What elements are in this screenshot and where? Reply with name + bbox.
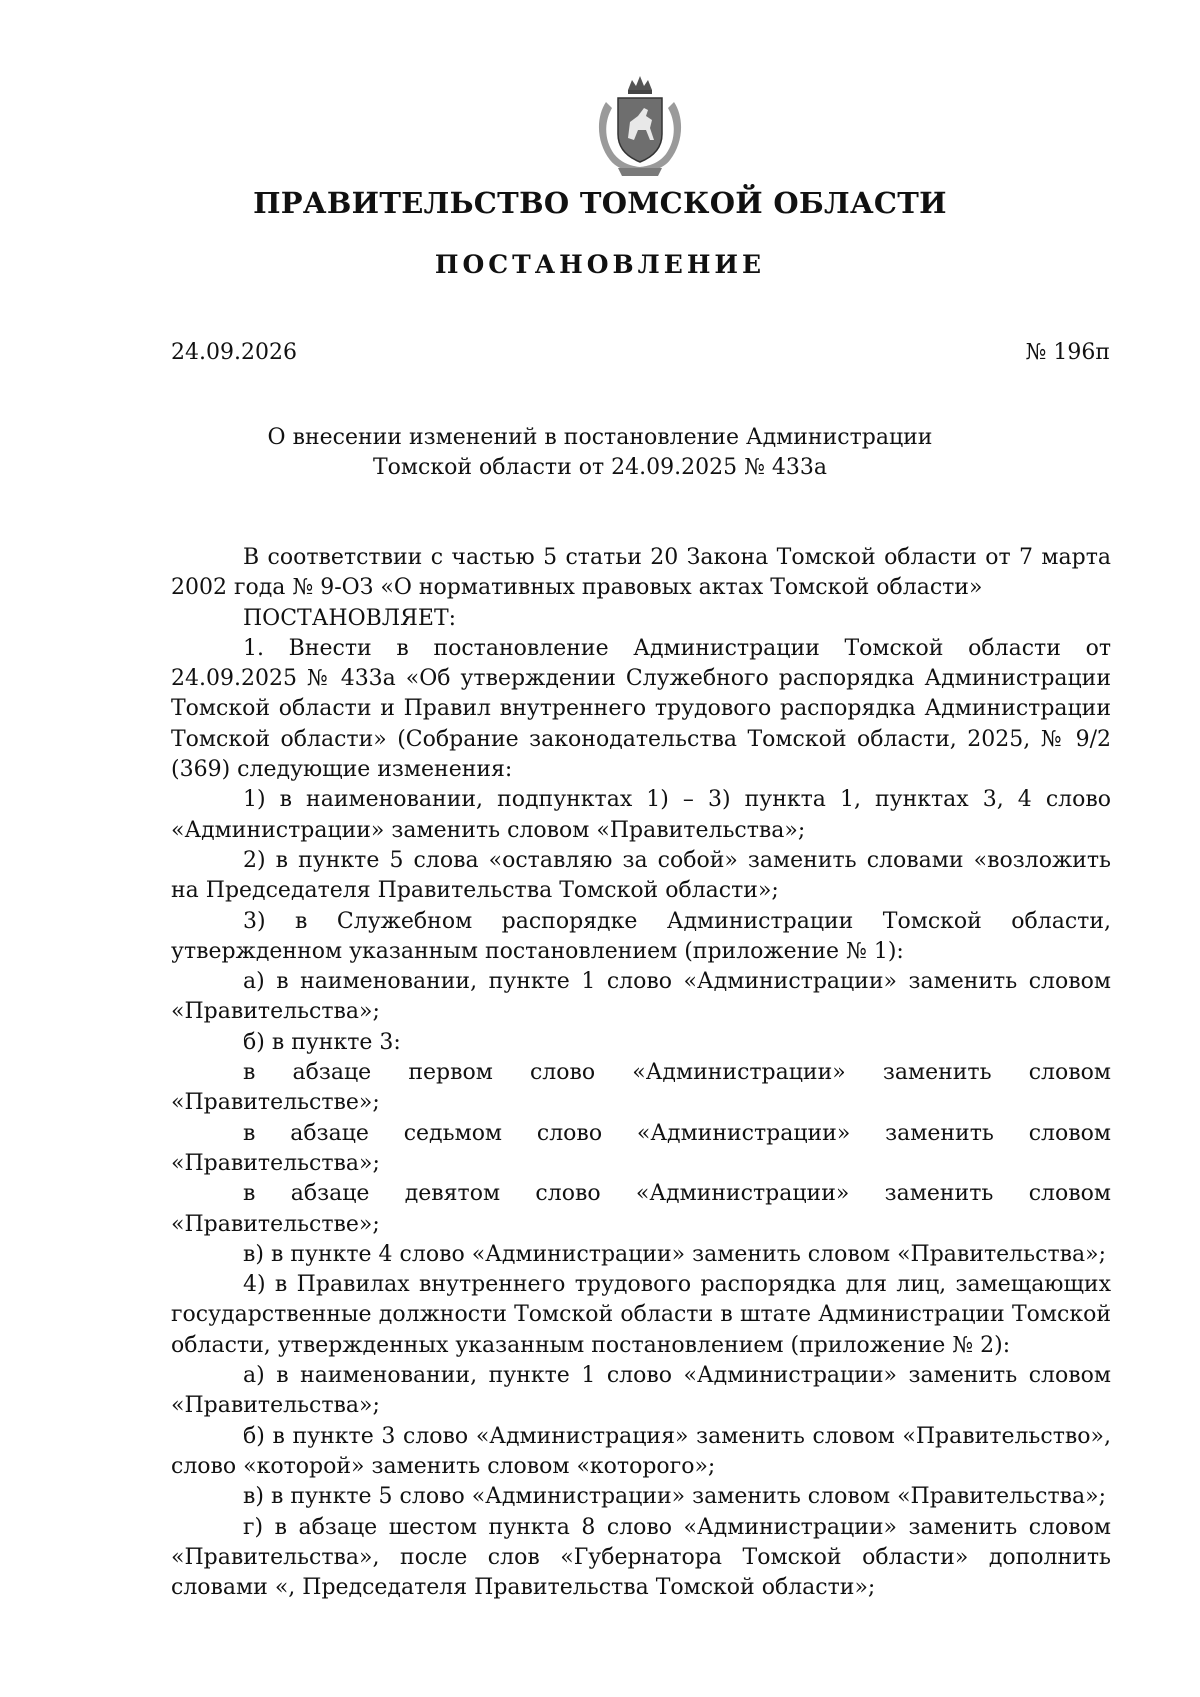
item-paragraph: а) в наименовании, пункте 1 слово «Администрации» заменить словом «Правительства»; (171, 1363, 1111, 1419)
document-type-title: ПОСТАНОВЛЕНИЕ (434, 250, 766, 279)
document-subject (0, 423, 1200, 483)
item-paragraph: б) в пункте 3 слово «Администрация» заменить словом «Правительство», слово «которой» заменить словом «которого»; (171, 1423, 1111, 1479)
item-paragraph: в абзаце девятом слово «Администрации» заменить словом «Правительстве»; (171, 1181, 1111, 1237)
document-date: 24.09.2026 (171, 340, 297, 365)
item-paragraph: а) в наименовании, пункте 1 слово «Администрации» заменить словом «Правительства»; (171, 969, 1111, 1025)
subject-line: О внесении изменений в постановление Администрации (267, 425, 933, 450)
preamble-paragraph: В соответствии с частью 5 статьи 20 Закона Томской области от 7 марта 2002 года № 9-ОЗ «О нормативных правовых актах Томской области» (171, 545, 1111, 601)
item-paragraph: в абзаце первом слово «Администрации» заменить словом «Правительстве»; (171, 1060, 1111, 1116)
item-paragraph: б) в пункте 3: (243, 1029, 401, 1055)
item-paragraph: 2) в пункте 5 слова «оставляю за собой» заменить словами «возложить на Председателя Правительства Томской области»; (171, 847, 1111, 904)
document-body (171, 543, 1111, 1603)
coat-of-arms-emblem (588, 72, 692, 182)
organization-title: ПРАВИТЕЛЬСТВО ТОМСКОЙ ОБЛАСТИ (253, 186, 947, 220)
item-paragraph: в) в пункте 5 слово «Администрации» заменить словом «Правительства»; (243, 1484, 1106, 1510)
item-paragraph: в) в пункте 4 слово «Администрации» заменить словом «Правительства»; (243, 1241, 1106, 1267)
item-paragraph: 3) в Служебном распорядке Администрации Томской области, утвержденном указанным постановлением (приложение № 1): (171, 908, 1111, 964)
document-number: № 196п (1025, 340, 1110, 365)
item-paragraph: 1. Внести в постановление Администрации Томской области от 24.09.2025 № 433а «Об утверждении Служебного распорядка Администрации Томской области и Правил внутреннего трудового распорядка Администрации Томской области» (Собрание законодательства Томской области, 2025, № 9/2 (369) следующие изменения: (171, 635, 1111, 783)
item-paragraph: 4) в Правилах внутреннего трудового распорядка для лиц, замещающих государственные должности Томской области в штате Администрации Томской области, утвержденных указанным постановлением (приложение № 2): (171, 1272, 1111, 1358)
item-paragraph: в абзаце седьмом слово «Администрации» заменить словом «Правительства»; (171, 1120, 1111, 1176)
item-paragraph: 1) в наименовании, подпунктах 1) – 3) пункта 1, пунктах 3, 4 слово «Администрации» заменить словом «Правительства»; (171, 787, 1111, 843)
subject-line: Томской области от 24.09.2025 № 433а (372, 455, 828, 480)
resolves-paragraph: ПОСТАНОВЛЯЕТ: (243, 605, 457, 631)
item-paragraph: г) в абзаце шестом пункта 8 слово «Администрации» заменить словом «Правительства», после слов «Губернатора Томской области» дополнить словами «, Председателя Правительства Томской области»; (171, 1514, 1111, 1601)
